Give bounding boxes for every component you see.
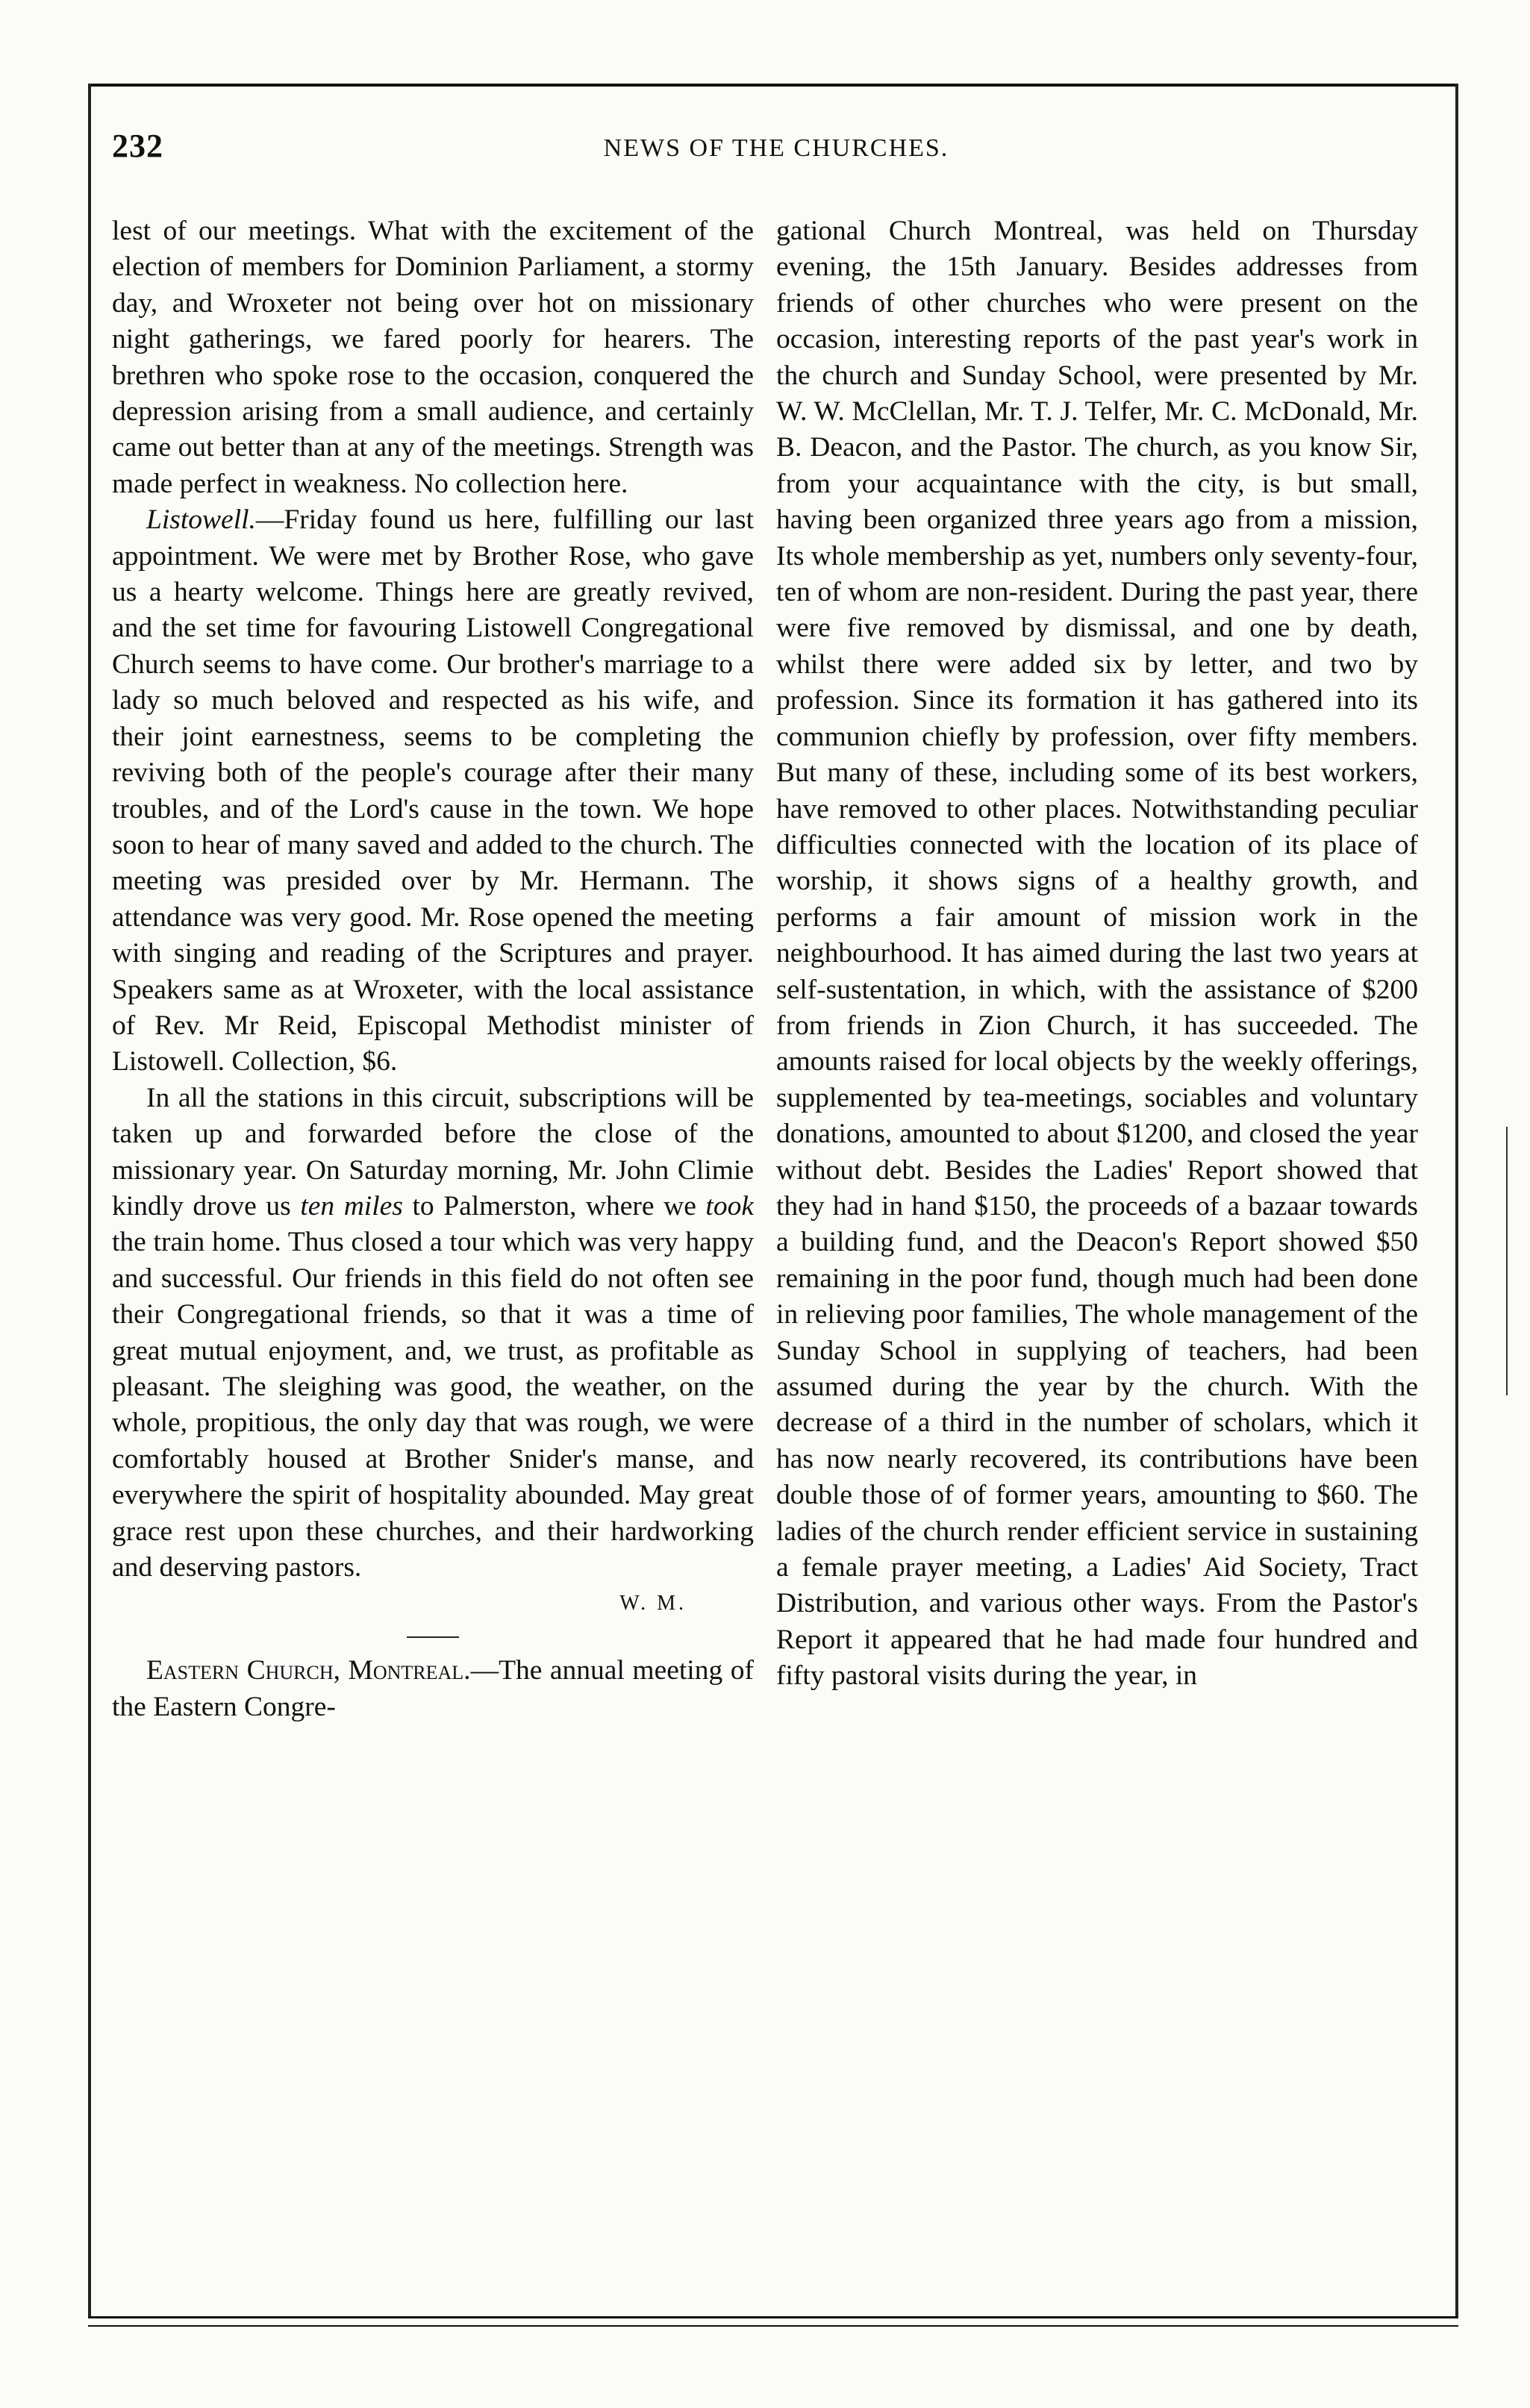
- paragraph-listowell-text: —Friday found us here, fulfilling our last appointment. We were met by Brother Rose, who gave us a hearty welcome. Things here are greatly revived, and the set time for favouring Listowell Congregational Church seems to have come. Our brother's marriage to a lady so much beloved and respected as his wife, and their joint earnestness, seems to be completing the reviving both of the people's courage after their many troubles, and of the Lord's cause in the town. We hope soon to hear of many saved and added to the church. The meeting was presided over by Mr. Hermann. The attendance was very good. Mr. Rose opened the meeting with singing and reading of the Scriptures and prayer. Speakers same as at Wroxeter, with the local assistance of Rev. Mr Reid, Episcopal Methodist minister of Listowell. Collection, $6.: [112, 504, 754, 1078]
- section-heading-eastern-church: Eastern Church, Montreal.: [146, 1655, 471, 1686]
- page-header: [112, 127, 1440, 172]
- paragraph-eastern-church-text: —The annual meeting of the Eastern Congre-: [112, 1655, 754, 1722]
- right-column: [776, 213, 1418, 2258]
- text-run: to Palmerston, where we: [402, 1190, 706, 1222]
- running-head: NEWS OF THE CHURCHES.: [603, 134, 949, 162]
- frame-bottom-rule-inner: [88, 2325, 1458, 2327]
- paragraph-listowell: [112, 502, 754, 1081]
- signature: W. M.: [619, 1592, 687, 1616]
- frame-bottom-rule: [88, 2316, 1458, 2318]
- page-number: 232: [112, 128, 163, 164]
- frame-right-rule: [1455, 84, 1458, 2317]
- paragraph-circuit-summary: [112, 1081, 754, 1586]
- margin-mark: [1506, 1127, 1508, 1395]
- paragraph-eastern-church-report: gational Church Montreal, was held on Thursday evening, the 15th January. Besides addresses from friends of other churches who were present on the occasion, interesting reports of the past year's work in the church and Sunday School, were presented by Mr. W. W. McClellan, Mr. T. J. Telfer, Mr. C. McDonald, Mr. B. Deacon, and the Pastor. The church, as you know Sir, from your acquaintance with the city, is but small, having been organized three years ago from a mission, Its whole membership as yet, numbers only seventy-four, ten of whom are non-resident. During the past year, there were five removed by dismissal, and one by death, whilst there were added six by letter, and two by profession. Since its formation it has gathered into its communion chiefly by profession, over fifty members. But many of these, including some of its best workers, have removed to other places. Notwithstanding peculiar difficulties connected with the location of its place of worship, it shows signs of a healthy growth, and performs a fair amount of mission work in the neighbourhood. It has aimed during the last two years at self-sustentation, in which, with the assistance of $200 from friends in Zion Church, it has succeeded. The amounts raised for local objects by the weekly offerings, supplemented by tea-meetings, sociables and voluntary donations, amounted to about $1200, and closed the year without debt. Besides the Ladies' Report showed that they had in hand $150, the proceeds of a bazaar towards a building fund, and the Deacon's Report showed $50 remaining in the poor fund, though much had been done in relieving poor families, The whole management of the Sunday School in supplying of teachers, had been assumed during the year by the church. With the decrease of a third in the number of scholars, which it has now nearly recovered, its contributions have been double those of of former years, amounting to $60. The ladies of the church render efficient service in sustaining a female prayer meeting, a Ladies' Aid Society, Tract Distribution, and various other ways. From the Pastor's Report it appeared that he had made four hundred and fifty pastoral visits during the year, in: [776, 216, 1418, 1692]
- place-heading-listowell: Listowell.: [146, 504, 256, 536]
- paragraph-eastern-church: [112, 1653, 754, 1725]
- text-run: In all the stations in this circuit, subscriptions will be taken up and forwarded before the close of the missionary year. On Saturday morning, Mr. John Climie kindly drove us: [112, 1082, 754, 1222]
- paragraph-wroxeter-end: lest of our meetings. What with the excitement of the election of members for Dominion Parliament, a stormy day, and Wroxeter not being over hot on missionary night gatherings, we fared poorly for hearers. The brethren who spoke rose to the occasion, conquered the depression arising from a small audience, and certainly came out better than at any of the meetings. Strength was made perfect in weakness. No collection here.: [112, 216, 754, 499]
- frame-left-rule: [88, 84, 91, 2317]
- left-column: [112, 213, 754, 2258]
- frame-top-rule: [88, 84, 1458, 87]
- section-divider: [407, 1636, 459, 1638]
- text-run: the train home. Thus closed a tour which was very happy and successful. Our friends in this field do not often see their Congregational friends, so that it was a time of great mutual enjoyment, and, we trust, as profitable as pleasant. The sleighing was good, the weather, on the whole, propitious, the only day that was rough, we were comfortably housed at Brother Snider's manse, and everywhere the spirit of hospitality abounded. May great grace rest upon these churches, and their hardworking and deserving pastors.: [112, 1227, 754, 1583]
- italic-run: ten miles: [300, 1190, 403, 1222]
- italic-run: took: [705, 1190, 754, 1222]
